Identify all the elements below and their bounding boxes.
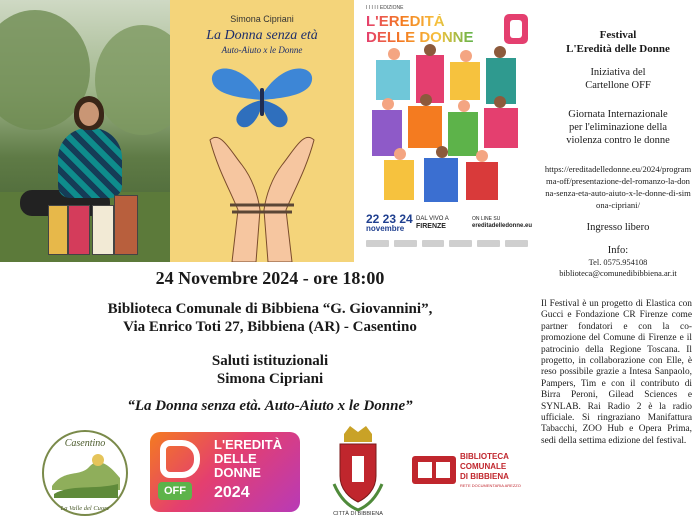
casentino-logo-motto: La Valle del Cuore xyxy=(60,505,110,512)
eredita-logo-line: DELLE xyxy=(214,451,257,466)
contacts xyxy=(540,257,696,279)
biblioteca-name-line: DI BIBBIENA xyxy=(460,472,509,481)
venue-name: Biblioteca Comunale di Bibbiena “G. Giovannini”, xyxy=(107,301,433,317)
phone-number[interactable]: Tel. 0575.954108 xyxy=(588,258,648,267)
poster-edition: I I I I I EDIZIONE xyxy=(366,5,404,11)
casentino-logo-title: Casentino xyxy=(64,438,106,449)
international-day-line: Giornata Internazionale xyxy=(568,109,668,120)
city-label: CITTÀ DI BIBBIENA xyxy=(333,511,383,517)
sponsor-logo xyxy=(505,240,528,247)
sponsor-logo xyxy=(422,240,445,247)
institutional-greetings: Saluti istituzionali xyxy=(211,353,329,369)
poster-web-label: ON LINE SU xyxy=(472,216,501,222)
poster-city-name: FIRENZE xyxy=(416,223,446,230)
poster-web xyxy=(472,216,532,230)
international-day-line: per l'eliminazione della xyxy=(568,122,668,133)
biblioteca-name xyxy=(460,452,509,482)
poster-title xyxy=(366,14,474,46)
open-book-icon xyxy=(412,456,456,484)
poster-month: novembre xyxy=(366,224,405,233)
free-entry: Ingresso libero xyxy=(586,222,650,233)
event-program xyxy=(0,352,540,388)
poster-sponsor-logos xyxy=(366,240,528,252)
eredita-logo-line: L'EREDITÀ xyxy=(214,437,283,452)
cover-subtitle: Auto-Aiuto x le Donne xyxy=(221,45,303,55)
photo-book xyxy=(68,205,90,255)
info-column xyxy=(540,28,696,279)
sponsor-logo xyxy=(394,240,417,247)
initiative xyxy=(540,66,696,92)
poster-title-line: DELLE DONNE xyxy=(366,29,474,46)
book-cover xyxy=(170,0,354,262)
event-link[interactable]: https://ereditadelledonne.eu/2024/programma-off/presentazione-del-romanzo-la-donna-senza-eta-auto-aiuto-x-le-donne-di-simona-cipriani/ xyxy=(544,164,692,210)
festival-poster xyxy=(354,0,540,262)
book-title-quote: “La Donna senza età. Auto-Aiuto x le Donne” xyxy=(127,398,413,414)
biblioteca-name-line: BIBLIOTECA xyxy=(460,452,509,461)
photo-tree xyxy=(95,25,170,135)
eredita-logo-line: DONNE xyxy=(214,465,261,480)
sponsor-logo xyxy=(366,240,389,247)
email-address[interactable]: biblioteca@comunedibibbiena.ar.it xyxy=(559,269,677,278)
dancing-figures-icon xyxy=(372,44,518,202)
poster-web-url: ereditadelledonne.eu xyxy=(472,223,533,229)
biblioteca-name-line: COMUNALE xyxy=(460,462,507,471)
poster-dates: 22 23 24 xyxy=(366,212,413,226)
photo-person-face xyxy=(79,102,99,126)
cover-title: La Donna senza età xyxy=(206,28,318,43)
festival-label: Festival xyxy=(599,29,637,41)
photo-person-dress xyxy=(58,128,122,198)
eredita-logo-off: OFF xyxy=(158,482,192,500)
bibbiena-coat-of-arms-icon xyxy=(330,424,386,520)
photo-book xyxy=(48,205,68,255)
festival-title: L'Eredità delle Donne xyxy=(566,43,670,55)
sponsor-logo xyxy=(477,240,500,247)
initiative-line: Cartellone OFF xyxy=(585,80,651,91)
poster-title-line: L'EREDITÀ xyxy=(366,13,445,30)
cover-author: Simona Cipriani xyxy=(230,14,294,24)
sponsor-logo xyxy=(449,240,472,247)
event-venue xyxy=(0,300,540,336)
eredita-mark-icon xyxy=(160,440,200,478)
photo-book xyxy=(92,205,114,255)
initiative-line: Iniziativa del xyxy=(590,67,646,78)
speaker-name: Simona Cipriani xyxy=(216,371,324,387)
international-day-line: violenza contro le donne xyxy=(566,135,670,146)
eredita-logo-title xyxy=(214,438,282,480)
butterfly-icon xyxy=(212,69,312,128)
hands-icon xyxy=(210,137,314,262)
info-label: Info: xyxy=(607,245,629,256)
biblioteca-network: RETE DOCUMENTARIA AREZZO xyxy=(460,483,521,488)
biblioteca-logo xyxy=(412,452,532,492)
eredita-logo-year: 2024 xyxy=(214,484,250,501)
poster-city-label: DAL VIVO A xyxy=(416,216,449,222)
photo-book xyxy=(114,195,138,255)
poster-city xyxy=(416,216,449,231)
international-day xyxy=(540,108,696,147)
festival-name xyxy=(540,28,696,56)
venue-address: Via Enrico Toti 27, Bibbiena (AR) - Casentino xyxy=(123,319,417,335)
festival-credits: Il Festival è un progetto di Elastica con Gucci e Fondazione CR Firenze come partner fondatori e con la co-promozione del Comune di Firenze e il patrocinio della Regione Toscana. Il progetto, in collaborazione con Elle, è reso possibile grazie a Intesa Sanpaolo, Pampers, Tim e con il contributo di Birra Peroni, Gilead Sciences e SYNLAB. Rai Radio 2 è la radio ufficiale. Si ringraziano Manifattura Tabacchi, ZOO Hub e Opera Prima, sedi della settima edizione del festival. xyxy=(541,299,692,446)
eredita-off-logo xyxy=(150,432,300,512)
event-date: 24 Novembre 2024 - ore 18:00 xyxy=(155,268,385,288)
author-photo xyxy=(0,0,170,262)
casentino-logo-icon xyxy=(40,428,130,518)
